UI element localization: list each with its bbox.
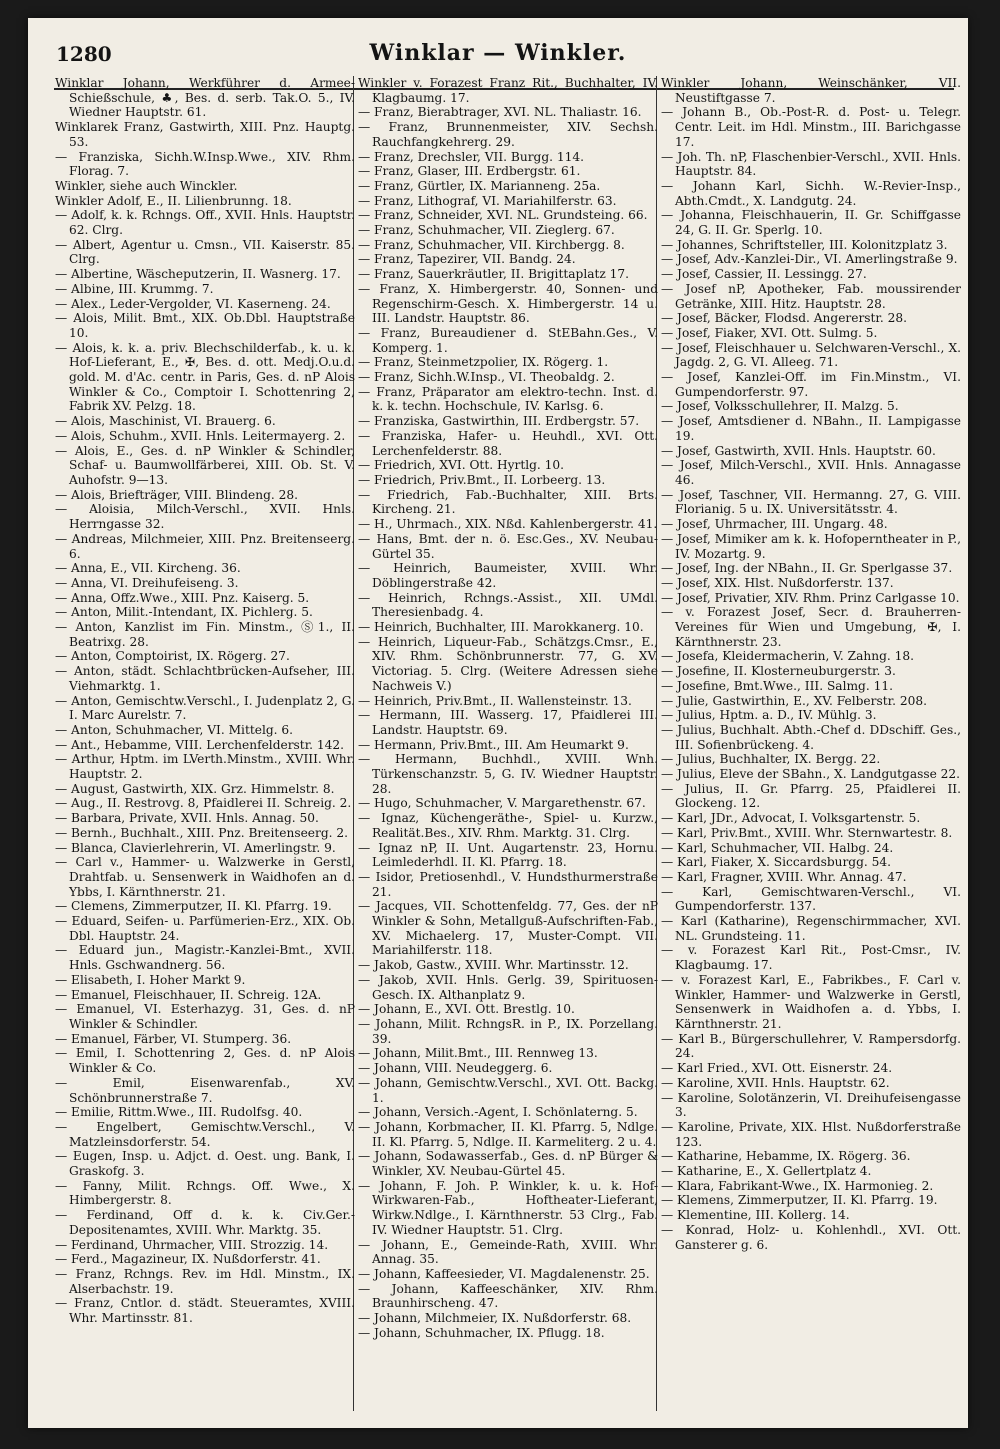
directory-entry: — Karl (Katharine), Regenschirmmacher, XVI. NL. Grundsteing. 11. bbox=[661, 914, 961, 943]
directory-entry: — Josefine, II. Klosterneuburgerstr. 3. bbox=[661, 664, 896, 679]
directory-entry: — Josef, Amtsdiener d. NBahn., II. Lampigasse 19. bbox=[661, 414, 961, 443]
directory-entry: — Elisabeth, I. Hoher Markt 9. bbox=[55, 972, 246, 987]
directory-entry: — Klara, Fabrikant-Wwe., IX. Harmonieg. 2. bbox=[661, 1178, 934, 1193]
directory-entry: — Johann, VIII. Neudeggerg. 6. bbox=[358, 1061, 553, 1076]
directory-entry: — Jakob, XVII. Hnls. Gerlg. 39, Spirituosen-Gesch. IX. Althanplatz 9. bbox=[358, 972, 658, 1002]
page-number: 1280 bbox=[56, 42, 112, 66]
directory-entry: — Karl B., Bürgerschullehrer, V. Rampersdorfg. 24. bbox=[661, 1031, 961, 1061]
directory-entry: — Josef, Kanzlei-Off. im Fin.Minstm., VI. Gumpendorferstr. 97. bbox=[661, 370, 961, 399]
directory-entry: — Ferdinand, Off d. k. k. Civ.Ger.-Depositenamtes, XVIII. Whr. Marktg. 35. bbox=[55, 1208, 355, 1237]
directory-entry: — Emanuel, Färber, VI. Stumperg. 36. bbox=[55, 1031, 292, 1046]
directory-entry: — Emilie, Rittm.Wwe., III. Rudolfsg. 40. bbox=[55, 1105, 303, 1120]
directory-entry: — Arthur, Hptm. im LVerth.Minstm., XVIII. Whr. Hauptstr. 2. bbox=[55, 752, 355, 782]
directory-entry: — Anton, Comptoirist, IX. Rögerg. 27. bbox=[55, 649, 290, 664]
directory-entry: — Karl, JDr., Advocat, I. Volksgartenstr. 5. bbox=[661, 811, 921, 826]
directory-entry: — Katharine, Hebamme, IX. Rögerg. 36. bbox=[661, 1149, 911, 1164]
directory-entry: — v. Forazest Josef, Secr. d. Brauherren-Vereines für Wien und Umgebung, ✠, I. Kärnthnerstr. 23. bbox=[661, 605, 961, 649]
directory-entry: — Franziska, Hafer- u. Heuhdl., XVI. Ott. Lerchenfelderstr. 88. bbox=[358, 428, 658, 458]
directory-entry: — Franz, Rchngs. Rev. im Hdl. Minstm., IX. Alserbachstr. 19. bbox=[55, 1266, 355, 1296]
directory-entry: — Karoline, Solotänzerin, VI. Dreihufeisengasse 3. bbox=[661, 1090, 961, 1120]
column-middle bbox=[358, 76, 658, 1416]
directory-entry: — Aloisia, Milch-Verschl., XVII. Hnls. Herrngasse 32. bbox=[55, 502, 355, 532]
directory-entry: — Franz, Schuhmacher, VII. Zieglerg. 67. bbox=[358, 223, 615, 238]
directory-entry: — Eduard jun., Magistr.-Kanzlei-Bmt., XVII. Hnls. Gschwandnerg. 56. bbox=[55, 943, 355, 973]
directory-entry: — Friedrich, XVI. Ott. Hyrtlg. 10. bbox=[358, 458, 565, 473]
directory-entry: — Anna, E., VII. Kircheng. 36. bbox=[55, 561, 241, 576]
directory-entry: — Johann, Milit.Bmt., III. Rennweg 13. bbox=[358, 1046, 598, 1061]
directory-entry: — Jakob, Gastw., XVIII. Whr. Martinsstr. 12. bbox=[358, 958, 629, 973]
directory-entry: — Julius, Eleve der SBahn., X. Landgutgasse 22. bbox=[661, 767, 961, 782]
directory-entry: — Johann, Korbmacher, II. Kl. Pfarrg. 5, Ndlge. II. Kl. Pfarrg. 5, Ndlge. II. Karmeliterg. 2 u. 4. bbox=[358, 1119, 658, 1149]
directory-entry: — Franz, Schuhmacher, VII. Kirchbergg. 8. bbox=[358, 237, 625, 252]
directory-entry: — Johann, Milit. RchngsR. in P., IX. Porzellang. 39. bbox=[358, 1017, 658, 1046]
directory-entry: — Alois, Briefträger, VIII. Blindeng. 28. bbox=[55, 487, 299, 502]
directory-entry: — Josef, Adv.-Kanzlei-Dir., VI. Amerlingstraße 9. bbox=[661, 252, 958, 267]
directory-entry: Winkler, siehe auch Winckler. bbox=[55, 178, 238, 193]
directory-entry: — Klemens, Zimmerputzer, II. Kl. Pfarrg. 19. bbox=[661, 1193, 938, 1208]
directory-entry: — Friedrich, Fab.-Buchhalter, XIII. Brts. Kircheng. 21. bbox=[358, 487, 658, 517]
directory-entry: — Fanny, Milit. Rchngs. Off. Wwe., X. Himbergerstr. 8. bbox=[55, 1178, 355, 1208]
directory-entry: — Franziska, Sichh.W.Insp.Wwe., XIV. Rhm. Florag. 7. bbox=[55, 149, 355, 179]
directory-entry: — H., Uhrmach., XIX. Nßd. Kahlenbergerstr. 41. bbox=[358, 517, 658, 532]
directory-entry: — Franz, Sauerkräutler, II. Brigittaplatz 17. bbox=[358, 267, 630, 282]
directory-entry: — Josef, Uhrmacher, III. Ungarg. 48. bbox=[661, 517, 888, 532]
directory-entry: — Julius, Buchhalt. Abth.-Chef d. DDschiff. Ges., III. Sofienbrückeng. 4. bbox=[661, 722, 961, 752]
directory-entry: — Karl, Fiaker, X. Siccardsburgg. 54. bbox=[661, 855, 892, 870]
directory-entry: — Hermann, Buchhdl., XVIII. Wnh. Türkenschanzstr. 5, G. IV. Wiedner Hauptstr. 28. bbox=[358, 752, 658, 796]
directory-entry: — Franz, Drechsler, VII. Burgg. 114. bbox=[358, 149, 585, 164]
directory-entry: Winklar Johann, Werkführer d. Armee-Schießschule, ♣, Bes. d. serb. Tak.O. 5., IV. Wiedner Hauptstr. 61. bbox=[55, 76, 355, 120]
directory-entry: — Jacques, VII. Schottenfeldg. 77, Ges. der nP Winkler & Sohn, Metallguß-Aufschriften-Fab., XV. Michaelerg. 17, Muster-Compt. VII. Mariahilferstr. 118. bbox=[358, 899, 658, 958]
directory-entry: — Heinrich, Liqueur-Fab., Schätzgs.Cmsr., E., XIV. Rhm. Schönbrunnerstr. 77, G. XV. Victoriag. 5. Clrg. (Weitere Adressen siehe Nachweis V.) bbox=[358, 634, 658, 693]
directory-entry: — Blanca, Clavierlehrerin, VI. Amerlingstr. 9. bbox=[55, 840, 336, 855]
directory-entry: — August, Gastwirth, XIX. Grz. Himmelstr. 8. bbox=[55, 781, 335, 796]
directory-entry: — Franz, Präparator am elektro-techn. Inst. d. k. k. techn. Hochschule, IV. Karlsg. 6. bbox=[358, 384, 658, 414]
directory-entry: — Franz, Tapezirer, VII. Bandg. 24. bbox=[358, 252, 576, 267]
directory-entry: — Johann, E., Gemeinde-Rath, XVIII. Whr. Annag. 35. bbox=[358, 1237, 658, 1267]
directory-entry: — Ferd., Magazineur, IX. Nußdorferstr. 41. bbox=[55, 1252, 321, 1267]
directory-entry: — Eugen, Insp. u. Adjct. d. Oest. ung. Bank, I. Graskofg. 3. bbox=[55, 1149, 355, 1179]
directory-entry: — Karl, Schuhmacher, VII. Halbg. 24. bbox=[661, 840, 894, 855]
directory-entry: — Josef, Privatier, XIV. Rhm. Prinz Carlgasse 10. bbox=[661, 590, 960, 605]
directory-page bbox=[28, 18, 968, 1428]
directory-entry: — Emil, I. Schottenring 2, Ges. d. nP Alois Winkler & Co. bbox=[55, 1046, 355, 1076]
directory-entry: — Anton, Gemischtw.Verschl., I. Judenplatz 2, G. I. Marc Aurelstr. 7. bbox=[55, 693, 355, 723]
directory-entry: — Albertine, Wäscheputzerin, II. Wasnerg. 17. bbox=[55, 267, 341, 282]
directory-entry: — Karl, Priv.Bmt., XVIII. Whr. Sternwartestr. 8. bbox=[661, 825, 953, 840]
directory-entry: — Anton, Milit.-Intendant, IX. Pichlerg. 5. bbox=[55, 605, 313, 620]
directory-entry: — Josef, Ing. der NBahn., II. Gr. Sperlgasse 37. bbox=[661, 561, 953, 576]
directory-entry: — Johann, Versich.-Agent, I. Schönlaterng. 5. bbox=[358, 1105, 638, 1120]
directory-entry: — Anna, Offz.Wwe., XIII. Pnz. Kaiserg. 5. bbox=[55, 590, 310, 605]
directory-entry: — Adolf, k. k. Rchngs. Off., XVII. Hnls. Hauptstr. 62. Clrg. bbox=[55, 208, 355, 238]
directory-entry: — Karoline, Private, XIX. Hlst. Nußdorferstraße 123. bbox=[661, 1119, 961, 1149]
page-header bbox=[28, 36, 968, 76]
directory-entry: — Franz, Brunnenmeister, XIV. Sechsh. Rauchfangkehrerg. 29. bbox=[358, 120, 658, 149]
directory-entry: — Johann B., Ob.-Post-R. d. Post- u. Telegr. Centr. Leit. im Hdl. Minstm., III. Barichgasse 17. bbox=[661, 105, 961, 149]
directory-entry: Winkler v. Forazest Franz Rit., Buchhalter, IV. Klagbaumg. 17. bbox=[358, 76, 658, 105]
directory-entry: Winklarek Franz, Gastwirth, XIII. Pnz. Hauptg. 53. bbox=[55, 120, 355, 149]
directory-entry: — Alois, k. k. a. priv. Blechschilderfab., k. u. k. Hof-Lieferant, E., ✠, Bes. d. ott. Medj.O.u.d. gold. M. d'Ac. centr. in Paris, Ges. d. nP Alois Winkler & Co., Comptoir I. Schottenring 2, Fabrik XV. Pelzg. 18. bbox=[55, 340, 355, 414]
directory-entry: — v. Forazest Karl, E., Fabrikbes., F. Carl v. Winkler, Hammer- und Walzwerke in Gerstl, Sensenwerk in Waidhofen a. d. Ybbs, I. Kärnthnerstr. 21. bbox=[661, 972, 961, 1031]
directory-entry: — Heinrich, Priv.Bmt., II. Wallensteinstr. 13. bbox=[358, 693, 632, 708]
directory-entry: — Heinrich, Rchngs.-Assist., XII. UMdl. Theresienbadg. 4. bbox=[358, 590, 658, 620]
directory-entry: — Josef, Milch-Verschl., XVII. Hnls. Annagasse 46. bbox=[661, 458, 961, 487]
directory-entry: — Isidor, Pretiosenhdl., V. Hundsthurmerstraße 21. bbox=[358, 869, 658, 899]
directory-entry: — Julius, Buchhalter, IX. Bergg. 22. bbox=[661, 752, 881, 767]
directory-entry: — Josef, Fiaker, XVI. Ott. Sulmg. 5. bbox=[661, 325, 878, 340]
directory-entry: — Franz, Glaser, III. Erdbergstr. 61. bbox=[358, 164, 581, 179]
directory-entry: — Barbara, Private, XVII. Hnls. Annag. 50. bbox=[55, 811, 319, 826]
directory-entry: — Engelbert, Gemischtw.Verschl., V. Matzleinsdorferstr. 54. bbox=[55, 1119, 355, 1149]
directory-entry: — Emanuel, VI. Esterhazyg. 31, Ges. d. nP Winkler & Schindler. bbox=[55, 1002, 355, 1031]
directory-entry: — Alex., Leder-Vergolder, VI. Kaserneng. 24. bbox=[55, 296, 331, 311]
directory-entry: — Johann, F. Joh. P. Winkler, k. u. k. Hof-Wirkwaren-Fab., Hoftheater-Lieferant, Wirkw.Ndlge., I. Kärnthnerstr. 53 Clrg., Fab. IV. Wiedner Hauptstr. 51. Clrg. bbox=[358, 1178, 658, 1237]
directory-entry: — Franz, Schneider, XVI. NL. Grundsteing. 66. bbox=[358, 208, 648, 223]
directory-entry: — Karl, Fragner, XVIII. Whr. Annag. 47. bbox=[661, 869, 907, 884]
directory-entry: — Josef, Taschner, VII. Hermanng. 27, G. VIII. Florianig. 5 u. IX. Universitätsstr. 4. bbox=[661, 487, 961, 517]
directory-entry: — Julius, II. Gr. Pfarrg. 25, Pfaidlerei II. Glockeng. 12. bbox=[661, 781, 961, 811]
directory-entry: — Julius, Hptm. a. D., IV. Mühlg. 3. bbox=[661, 708, 877, 723]
directory-entry: — Johanna, Fleischhauerin, II. Gr. Schiffgasse 24, G. II. Gr. Sperlg. 10. bbox=[661, 208, 961, 238]
directory-entry: — Johann, E., XVI. Ott. Brestlg. 10. bbox=[358, 1002, 575, 1017]
directory-entry: — Josef, Mimiker am k. k. Hofoperntheater in P., IV. Mozartg. 9. bbox=[661, 531, 961, 561]
directory-entry: — Hugo, Schuhmacher, V. Margarethenstr. 67. bbox=[358, 796, 646, 811]
directory-entry: — Hermann, Priv.Bmt., III. Am Heumarkt 9. bbox=[358, 737, 629, 752]
directory-entry: — Aug., II. Restrovg. 8, Pfaidlerei II. Schreig. 2. bbox=[55, 796, 352, 811]
directory-entry: — Klementine, III. Kollerg. 14. bbox=[661, 1208, 850, 1223]
directory-entry: — Josefine, Bmt.Wwe., III. Salmg. 11. bbox=[661, 678, 893, 693]
directory-entry: — Joh. Th. nP, Flaschenbier-Verschl., XVII. Hnls. Hauptstr. 84. bbox=[661, 149, 961, 179]
directory-entry: — Alois, E., Ges. d. nP Winkler & Schindler, Schaf- u. Baumwollfärberei, XIII. Ob. St. V. Auhofstr. 9—13. bbox=[55, 443, 355, 487]
directory-entry: — v. Forazest Karl Rit., Post-Cmsr., IV. Klagbaumg. 17. bbox=[661, 943, 961, 973]
directory-entry: — Emanuel, Fleischhauer, II. Schreig. 12A. bbox=[55, 987, 322, 1002]
directory-entry: — Franz, X. Himbergerstr. 40, Sonnen- und Regenschirm-Gesch. X. Himbergerstr. 14 u. III. Landstr. Hauptstr. 86. bbox=[358, 281, 658, 326]
directory-entry: — Karl, Gemischtwaren-Verschl., VI. Gumpendorferstr. 137. bbox=[661, 884, 961, 914]
directory-entry: — Josef, Cassier, II. Lessingg. 27. bbox=[661, 267, 867, 282]
directory-entry: — Johann Karl, Sichh. W.-Revier-Insp., Abth.Cmdt., X. Landgutg. 24. bbox=[661, 178, 961, 208]
directory-entry: — Carl v., Hammer- u. Walzwerke in Gerstl, Drahtfab. u. Sensenwerk in Waidhofen an d. Ybbs, I. Kärnthnerstr. 21. bbox=[55, 855, 355, 899]
directory-entry: — Friedrich, Priv.Bmt., II. Lorbeerg. 13. bbox=[358, 472, 606, 487]
directory-entry: — Johann, Gemischtw.Verschl., XVI. Ott. Backg. 1. bbox=[358, 1075, 658, 1105]
directory-entry: — Josef, Volksschullehrer, II. Malzg. 5. bbox=[661, 399, 899, 414]
directory-entry: — Josefa, Kleidermacherin, V. Zahng. 18. bbox=[661, 649, 915, 664]
directory-entry: — Ignaz nP, II. Unt. Augartenstr. 23, Hornu. Leimlederhdl. II. Kl. Pfarrg. 18. bbox=[358, 840, 658, 870]
directory-entry: — Josef, Bäcker, Flodsd. Angererstr. 28. bbox=[661, 311, 908, 326]
directory-entry: — Alois, Milit. Bmt., XIX. Ob.Dbl. Hauptstraße 10. bbox=[55, 311, 355, 340]
directory-entry: — Karoline, XVII. Hnls. Hauptstr. 62. bbox=[661, 1075, 890, 1090]
directory-entry: — Karl Fried., XVI. Ott. Eisnerstr. 24. bbox=[661, 1061, 893, 1076]
directory-entry: — Anna, VI. Dreihufeiseng. 3. bbox=[55, 575, 239, 590]
directory-entry: — Alois, Maschinist, VI. Brauerg. 6. bbox=[55, 414, 276, 429]
directory-entry: Winkler Johann, Weinschänker, VII. Neustiftgasse 7. bbox=[661, 76, 961, 105]
directory-entry: — Franz, Steinmetzpolier, IX. Rögerg. 1. bbox=[358, 355, 609, 370]
directory-entry: — Josef nP, Apotheker, Fab. moussirender Getränke, XIII. Hitz. Hauptstr. 28. bbox=[661, 281, 961, 311]
directory-entry: — Franz, Gürtler, IX. Marianneng. 25a. bbox=[358, 178, 601, 193]
directory-entry: — Hermann, III. Wasserg. 17, Pfaidlerei III. Landstr. Hauptstr. 69. bbox=[358, 708, 658, 737]
directory-entry: — Ferdinand, Uhrmacher, VIII. Strozzig. 14. bbox=[55, 1237, 329, 1252]
directory-entry: — Franz, Bureaudiener d. StEBahn.Ges., V. Komperg. 1. bbox=[358, 325, 658, 355]
directory-entry: — Hans, Bmt. der n. ö. Esc.Ges., XV. Neubau-Gürtel 35. bbox=[358, 531, 658, 561]
directory-entry: — Johann, Kaffeesieder, VI. Magdalenenstr. 25. bbox=[358, 1266, 650, 1281]
directory-entry: — Franz, Cntlor. d. städt. Steueramtes, XVIII. Whr. Martinsstr. 81. bbox=[55, 1296, 355, 1326]
directory-entry: — Franz, Bierabtrager, XVI. NL. Thaliastr. 16. bbox=[358, 105, 642, 120]
directory-entry: — Josef, Gastwirth, XVII. Hnls. Hauptstr. 60. bbox=[661, 443, 936, 458]
directory-entry: — Alois, Schuhm., XVII. Hnls. Leitermayerg. 2. bbox=[55, 428, 346, 443]
directory-entry: — Franz, Lithograf, VI. Mariahilferstr. 63. bbox=[358, 193, 617, 208]
directory-entry: — Katharine, E., X. Gellertplatz 4. bbox=[661, 1164, 872, 1179]
directory-entry: Winkler Adolf, E., II. Lilienbrunng. 18. bbox=[55, 193, 292, 208]
directory-entry: — Ant., Hebamme, VIII. Lerchenfelderstr. 142. bbox=[55, 737, 345, 752]
directory-entry: — Franz, Sichh.W.Insp., VI. Theobaldg. 2. bbox=[358, 370, 615, 385]
directory-entry: — Emil, Eisenwarenfab., XV. Schönbrunnerstraße 7. bbox=[55, 1075, 355, 1105]
directory-entry: — Franziska, Gastwirthin, III. Erdbergstr. 57. bbox=[358, 414, 640, 429]
directory-entry: — Clemens, Zimmerputzer, II. Kl. Pfarrg. 19. bbox=[55, 899, 332, 914]
directory-entry: — Johannes, Schriftsteller, III. Kolonitzplatz 3. bbox=[661, 237, 948, 252]
directory-entry: — Johann, Milchmeier, IX. Nußdorferstr. 68. bbox=[358, 1311, 632, 1326]
directory-entry: — Anton, Kanzlist im Fin. Minstm., Ⓢ1., II. Beatrixg. 28. bbox=[55, 620, 355, 649]
column-left bbox=[55, 76, 355, 1416]
column-right bbox=[661, 76, 961, 1416]
directory-entry: — Heinrich, Buchhalter, III. Marokkanerg. 10. bbox=[358, 620, 644, 635]
directory-entry: — Johann, Schuhmacher, IX. Pflugg. 18. bbox=[358, 1325, 605, 1340]
directory-entry: — Eduard, Seifen- u. Parfümerien-Erz., XIX. Ob. Dbl. Hauptstr. 24. bbox=[55, 914, 355, 943]
directory-entry: — Josef, Fleischhauer u. Selchwaren-Verschl., X. Jagdg. 2, G. VI. Alleeg. 71. bbox=[661, 340, 961, 370]
directory-entry: — Andreas, Milchmeier, XIII. Pnz. Breitenseerg. 6. bbox=[55, 531, 355, 561]
directory-entry: — Johann, Kaffeeschänker, XIV. Rhm. Braunhirscheng. 47. bbox=[358, 1281, 658, 1311]
directory-entry: — Bernh., Buchhalt., XIII. Pnz. Breitenseerg. 2. bbox=[55, 825, 349, 840]
directory-entry: — Anton, städt. Schlachtbrücken-Aufseher, III. Viehmarktg. 1. bbox=[55, 664, 355, 693]
directory-entry: — Albert, Agentur u. Cmsn., VII. Kaiserstr. 85. Clrg. bbox=[55, 237, 355, 267]
directory-entry: — Josef, XIX. Hlst. Nußdorferstr. 137. bbox=[661, 575, 894, 590]
directory-entry: — Johann, Sodawasserfab., Ges. d. nP Bürger & Winkler, XV. Neubau-Gürtel 45. bbox=[358, 1149, 658, 1179]
directory-entry: — Konrad, Holz- u. Kohlenhdl., XVI. Ott. Gansterer g. 6. bbox=[661, 1222, 961, 1252]
directory-entry: — Heinrich, Baumeister, XVIII. Whr. Döblingerstraße 42. bbox=[358, 561, 658, 590]
directory-entry: — Julie, Gastwirthin, E., XV. Felberstr. 208. bbox=[661, 693, 927, 708]
directory-entry: — Anton, Schuhmacher, VI. Mittelg. 6. bbox=[55, 722, 294, 737]
directory-entry: — Ignaz, Küchengeräthe-, Spiel- u. Kurzw., Realität.Bes., XIV. Rhm. Marktg. 31. Clrg. bbox=[358, 811, 658, 840]
page-title: Winklar — Winkler. bbox=[369, 40, 627, 66]
directory-entry: — Albine, III. Krummg. 7. bbox=[55, 281, 214, 296]
